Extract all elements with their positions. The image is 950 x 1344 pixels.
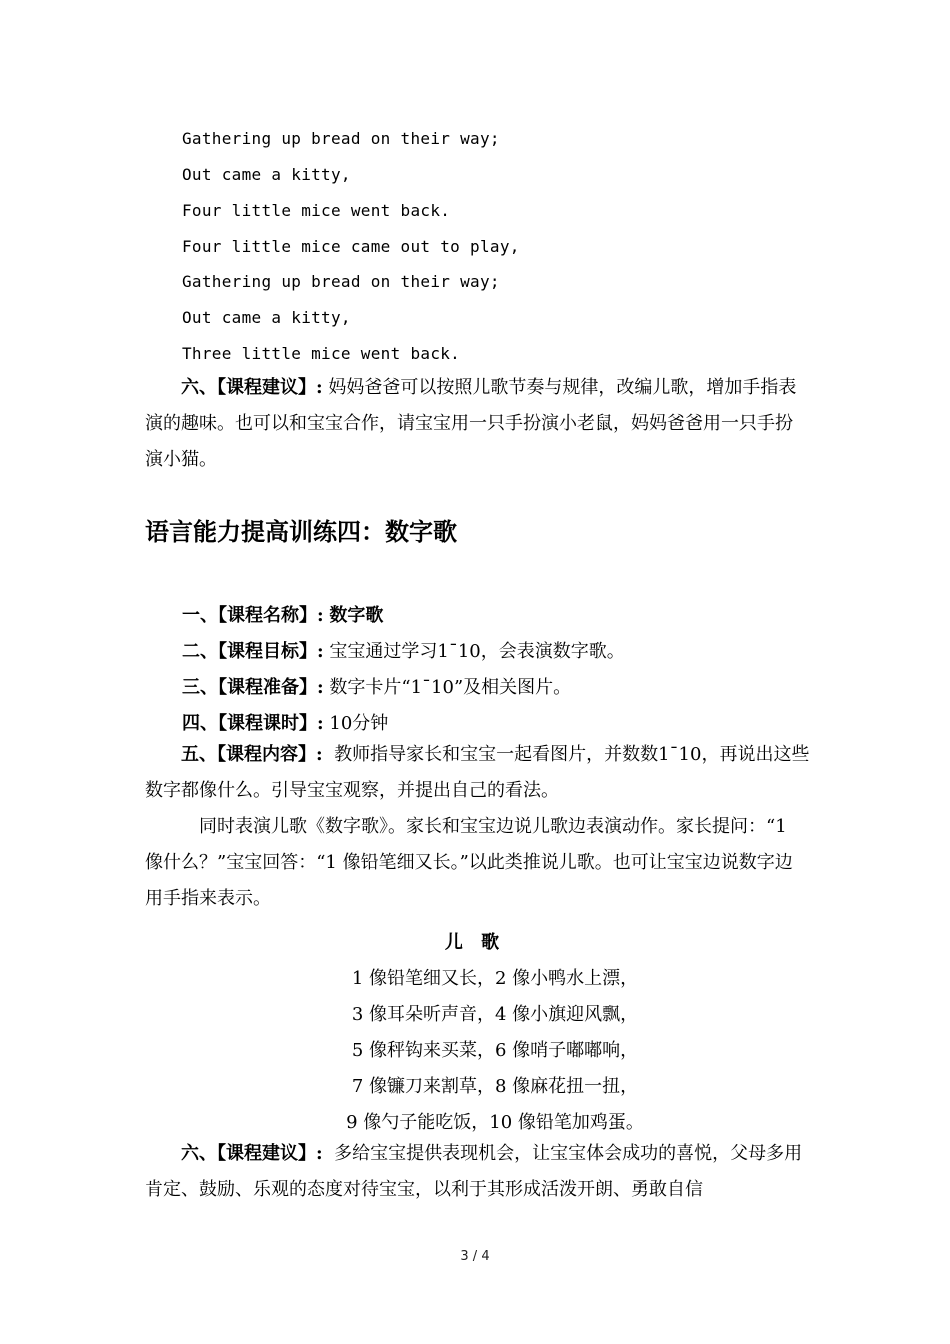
course-content-text: 教师指导家长和宝宝一起看图片，并数数1¯10，再说出这些数字都像什么。引导宝宝观察，并提出自己的看法。 xyxy=(145,744,810,801)
course-goal-label: 二、【课程目标】: xyxy=(182,641,324,662)
course-prep-value: 数字卡片“1¯10”及相关图片。 xyxy=(329,677,572,698)
course-name-label: 一、【课程名称】: xyxy=(182,605,324,626)
poem-title: 儿 歌 xyxy=(444,932,506,953)
poem-line-4: 7 像镰刀来割草，8 像麻花扭一扭， xyxy=(351,1076,639,1097)
course-name-value: 数字歌 xyxy=(329,605,384,626)
course-time-value: 10分钟 xyxy=(329,713,389,734)
poem-line-3: 5 像秤钩来买菜，6 像哨子嘟嘟响， xyxy=(351,1040,639,1061)
course-prep-label: 三、【课程准备】: xyxy=(182,677,324,698)
page-number: 3 / 4 xyxy=(460,1249,490,1264)
course-name-line xyxy=(182,601,383,627)
course-time-label: 四、【课程课时】: xyxy=(182,713,324,734)
course-content-paragraph xyxy=(145,737,810,809)
rhyme-line-6: Out came a kitty, xyxy=(182,308,351,327)
rhyme-line-5: Gathering up bread on their way; xyxy=(182,272,500,291)
course-prep-line xyxy=(182,673,571,699)
course-goal-line xyxy=(182,637,625,663)
course-goal-value: 宝宝通过学习1¯10，会表演数字歌。 xyxy=(329,641,625,662)
final-suggestion-paragraph xyxy=(145,1136,810,1208)
poem-line-2: 3 像耳朵听声音，4 像小旗迎风飘， xyxy=(351,1004,639,1025)
rhyme-line-4: Four little mice came out to play, xyxy=(182,237,520,256)
rhyme-line-7: Three little mice went back. xyxy=(182,344,461,363)
course-content-label: 五、【课程内容】: xyxy=(181,744,323,765)
rhyme-line-3: Four little mice went back. xyxy=(182,201,451,220)
rhyme-line-2: Out came a kitty, xyxy=(182,165,351,184)
final-suggestion-label: 六、【课程建议】: xyxy=(181,1143,323,1164)
prev-suggestion-text: 妈妈爸爸可以按照儿歌节奏与规律，改编儿歌，增加手指表演的趣味。也可以和宝宝合作，请宝宝用一只手扮演小老鼠，妈妈爸爸用一只手扮演小猫。 xyxy=(145,377,797,470)
poem-line-1: 1 像铅笔细又长，2 像小鸭水上漂， xyxy=(351,968,639,989)
prev-suggestion-paragraph xyxy=(145,370,810,478)
rhyme-line-1: Gathering up bread on their way; xyxy=(182,129,500,148)
course-content-paragraph-2: 同时表演儿歌《数字歌》。家长和宝宝边说儿歌边表演动作。家长提问：“1 像什么？”宝宝回答：“1 像铅笔细又长。”以此类推说儿歌。也可让宝宝边说数字边用手指来表示。 xyxy=(145,816,793,909)
final-suggestion-text: 多给宝宝提供表现机会，让宝宝体会成功的喜悦，父母多用肯定、鼓励、乐观的态度对待宝宝，以利于其形成活泼开朗、勇敢自信 xyxy=(145,1143,803,1200)
section-heading: 语言能力提高训练四：数字歌 xyxy=(145,517,457,546)
course-time-line xyxy=(182,709,388,735)
poem-line-5: 9 像勺子能吃饭，10 像铅笔加鸡蛋。 xyxy=(346,1112,644,1133)
prev-suggestion-label: 六、【课程建议】: xyxy=(181,377,323,398)
